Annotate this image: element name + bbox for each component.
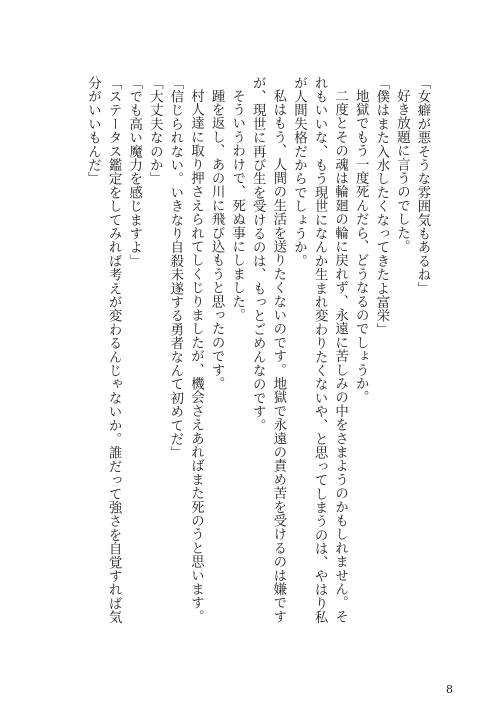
page-number: 8 — [446, 683, 453, 696]
narration-paragraph: 二度とその魂は輪廻の輪に戻れず、永遠に苦しみの中をさまようのかもしれません。それもいいな、もう現世になんか生まれ変わりたくないや、と思ってしまうのは、やはり私が人間失格だからでしょうか。 — [291, 76, 348, 624]
narration-line: 好き放題に言うのでした。 — [394, 89, 410, 254]
dialogue-line: 「大丈夫なのか」 — [147, 76, 163, 186]
narration-line: 村人達に取り押さえられてしくじりましたが、機会さえあればまた死のうと思います。 — [188, 89, 204, 624]
dialogue-line: 「僕はまた入水したくなってきたよ富栄」 — [373, 76, 389, 337]
dialogue-line: 「女癖が悪そうな雰囲気もあるね」 — [415, 76, 430, 296]
narration-line: 踵を返し、あの川に飛び込もうと思ったのです。 — [209, 89, 225, 391]
narration-line: そういうわけで、死ぬ事にしました。 — [229, 89, 245, 323]
vertical-text-body — [52, 76, 432, 631]
dialogue-line: 「信じられない。いきなり自殺未遂する勇者なんて初めてだ」 — [167, 76, 183, 460]
dialogue-line: 「でも高い魔力を感じますよ」 — [126, 76, 142, 268]
narration-line: 地獄でもう一度死んだら、どうなるのでしょうか。 — [353, 89, 369, 405]
dialogue-paragraph: 「ステータス鑑定をしてみれば考えが変わるんじゃないか。誰だって強さを自覚すれば気分がいいもんだ」 — [85, 76, 122, 624]
narration-paragraph: 私はもう、人間の生活を送りたくないのです。地獄で永遠の責め苦を受けるのは嫌ですが、現世に再び生を受けるのは、もっとごめんなのです。 — [250, 76, 286, 624]
